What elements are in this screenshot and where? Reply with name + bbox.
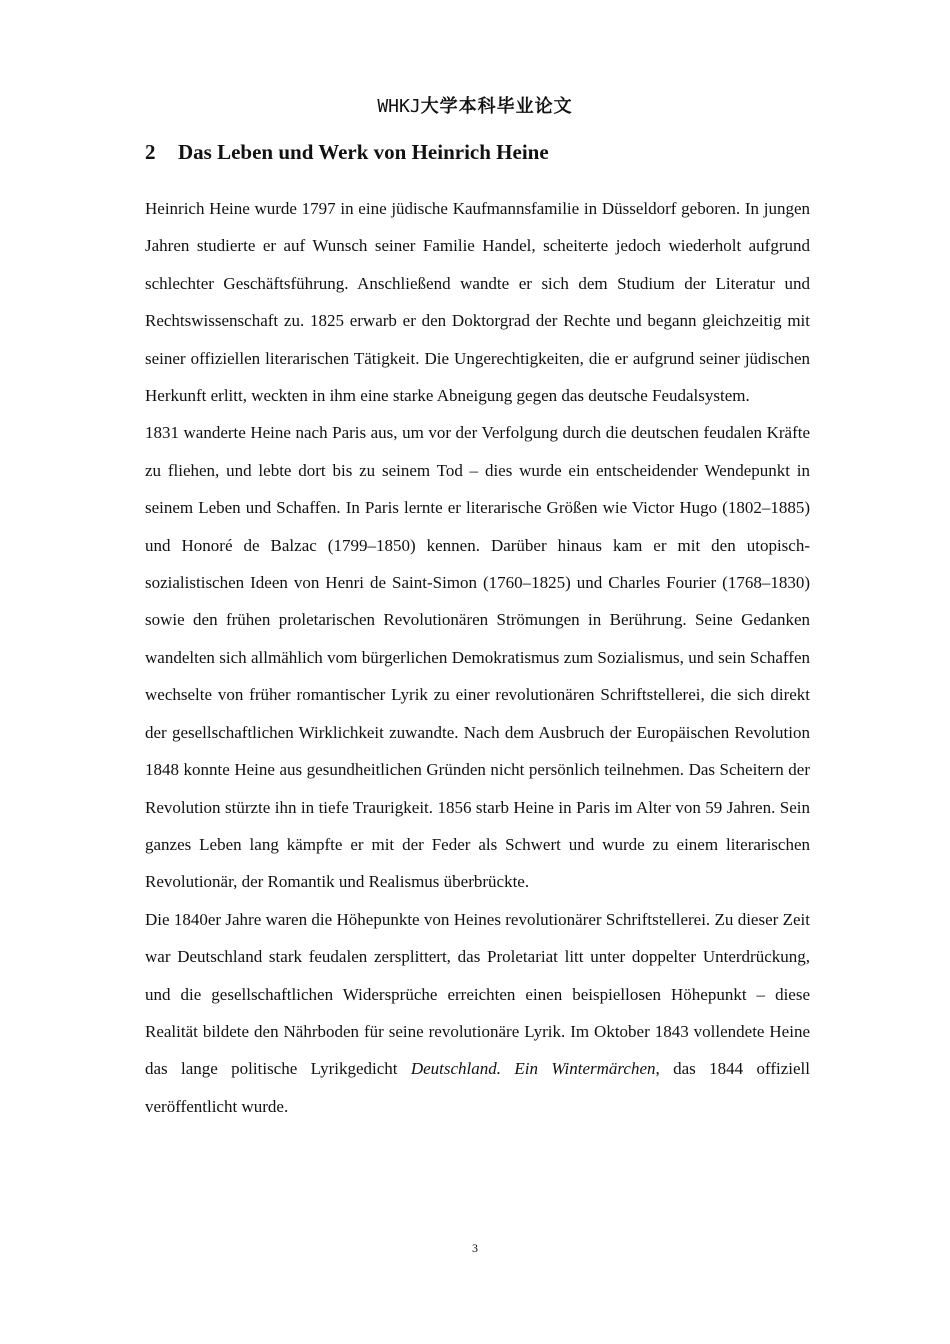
paragraph-2: 1831 wanderte Heine nach Paris aus, um vor der Verfolgung durch die deutschen feudalen Kräfte zu fliehen, und lebte dort bis zu seinem Tod – dies wurde ein entscheidender Wendepunkt in seinem Leben und Schaffen. In Paris lernte er literarische Größen wie Victor Hugo (1802–1885) und Honoré de Balzac (1799–1850) kennen. Darüber hinaus kam er mit den utopisch-sozialistischen Ideen von Henri de Saint-Simon (1760–1825) und Charles Fourier (1768–1830) sowie den frühen proletarischen Revolutionären Strömungen in Berührung. Seine Gedanken wandelten sich allmählich vom bürgerlichen Demokratismus zum Sozialismus, und sein Schaffen wechselte von früher romantischer Lyrik zu einer revolutionären Schriftstellerei, die sich direkt der gesellschaftlichen Wirklichkeit zuwandte. Nach dem Ausbruch der Europäischen Revolution 1848 konnte Heine aus gesundheitlichen Gründen nicht persönlich teilnehmen. Das Scheitern der Revolution stürzte ihn in tiefe Traurigkeit. 1856 starb Heine in Paris im Alter von 59 Jahren. Sein ganzes Leben lang kämpfte er mit der Feder als Schwert und wurde zu einem literarischen Revolutionär, der Romantik und Realismus überbrückte. <box>145 423 810 892</box>
header-thesis-label: 大学本科毕业论文 <box>420 96 573 117</box>
paragraph-3 <box>145 901 810 1125</box>
chapter-title: Das Leben und Werk von Heinrich Heine <box>178 140 549 164</box>
chapter-number: 2 <box>145 140 156 164</box>
paragraph-3-text-start: Die 1840er Jahre waren die Höhepunkte von Heines revolutionärer Schriftstellerei. Zu dieser Zeit war Deutschland stark feudalen zersplittert, das Proletariat litt unter doppelter Unterdrückung, und die gesellschaftlichen Widersprüche erreichten einen beispiellosen Höhepunkt – diese Realität bildete den Nährboden für seine revolutionäre Lyrik. Im Oktober 1843 vollendete Heine das lange politische Lyrikgedicht <box>145 909 810 1079</box>
work-title-italic: Deutschland. Ein Wintermärchen <box>410 1059 656 1079</box>
header-university-code: WHKJ <box>377 96 421 117</box>
paragraph-3-text-end: , das 1844 offiziell veröffentlicht wurde. <box>145 1059 810 1116</box>
running-header <box>0 94 950 120</box>
page-number: 3 <box>472 1241 478 1255</box>
body-text <box>145 190 810 1125</box>
paragraph-1: Heinrich Heine wurde 1797 in eine jüdische Kaufmannsfamilie in Düsseldorf geboren. In jungen Jahren studierte er auf Wunsch seiner Familie Handel, scheiterte jedoch wiederholt aufgrund schlechter Geschäftsführung. Anschließend wandte er sich dem Studium der Literatur und Rechtswissenschaft zu. 1825 erwarb er den Doktorgrad der Rechte und begann gleichzeitig mit seiner offiziellen literarischen Tätigkeit. Die Ungerechtigkeiten, die er aufgrund seiner jüdischen Herkunft erlitt, weckten in ihm eine starke Abneigung gegen das deutsche Feudalsystem. <box>145 199 810 406</box>
chapter-heading <box>145 138 810 166</box>
